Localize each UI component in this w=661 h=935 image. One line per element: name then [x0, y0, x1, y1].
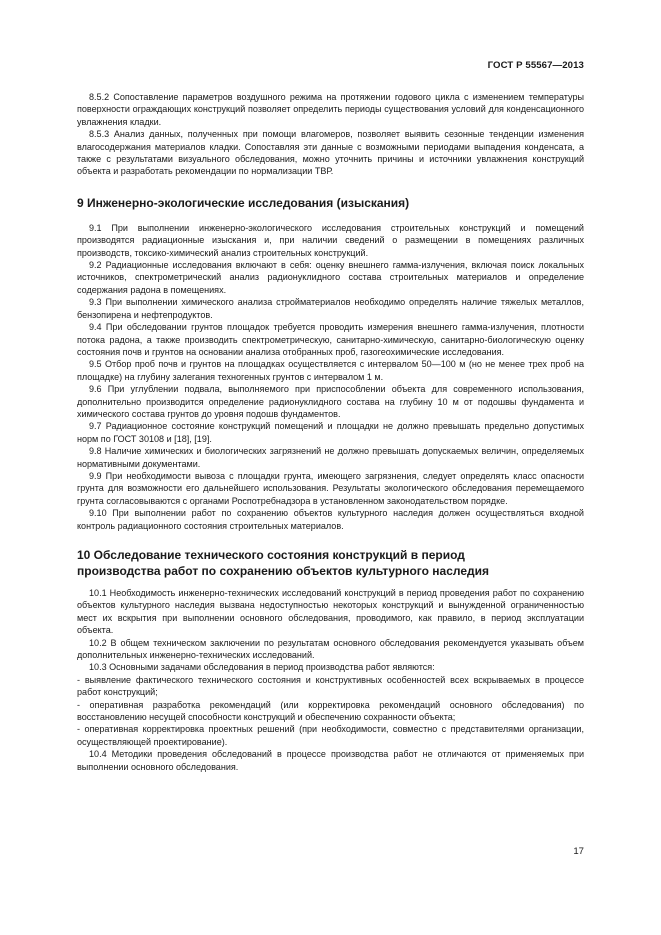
section-10-heading-line-1: 10 Обследование технического состояния конструкций в период [77, 548, 465, 562]
paragraph-9-10: 9.10 При выполнении работ по сохранению объектов культурного наследия должен осуществляться входной контроль радиационного состояния строительных материалов. [77, 508, 584, 531]
paragraph-9-6: 9.6 При углублении подвала, выполняемого при приспособлении объекта для современного использования, дополнительно производится определение радионуклидного состава на глубину 10 м от подошвы фундамента и химического состава грунтов до уровня подошв фундаментов. [77, 384, 584, 419]
section-10-heading-line-2: производства работ по сохранению объектов культурного наследия [77, 564, 490, 578]
section-10-body [77, 587, 584, 773]
page-number: 17 [573, 846, 584, 857]
standard-identifier: ГОСТ Р 55567—2013 [487, 60, 584, 71]
paragraph-10-2: 10.2 В общем техническом заключении по результатам основного обследования рекомендуется указывать объем дополнительных инженерно-технических исследований. [77, 637, 584, 661]
paragraph-9-8: 9.8 Наличие химических и биологических загрязнений не должно превышать допускаемых величин, определяемых нормативными документами. [77, 446, 584, 469]
paragraph-10-4: 10.4 Методики проведения обследований в процессе производства работ не отличаются от применяемых при выполнении основного обследования. [77, 749, 584, 772]
section-8-continuation [77, 91, 584, 178]
list-item: - оперативная корректировка проектных решений (при необходимости, совместно с представителями организации, осуществляющей проектирование). [77, 724, 584, 747]
list-item: - оперативная разработка рекомендаций (или корректировка рекомендаций основного обследования) по восстановлению несущей способности конструкций и обеспечению сохранности объекта; [77, 699, 584, 723]
paragraph-8-5-3: 8.5.3 Анализ данных, полученных при помощи влагомеров, позволяет выявить сезонные тенденции изменения влагосодержания материалов кладки. Сопоставляя эти данные с возможными периодами выпадения конденсата, а также с результатами визуального обследования, можно уточнить причины и источники увлажнения конструкций объекта и разработать рекомендации по нормализации ТВР. [77, 129, 584, 177]
paragraph-9-4: 9.4 При обследовании грунтов площадок требуется проводить измерения внешнего гамма-излучения, плотности потока радона, а также производить спектрометрическую, санитарно-химическую, санитарно-биологическую оценку состояния почв и грунтов на основании анализа отобранных проб, газогеохимические исследования. [77, 322, 584, 357]
section-9-heading: 9 Инженерно-экологические исследования (изыскания) [77, 195, 410, 210]
paragraph-9-3: 9.3 При выполнении химического анализа стройматериалов необходимо определять наличие тяжелых металлов, бензопирена и нефтепродуктов. [77, 297, 584, 320]
paragraph-9-9: 9.9 При необходимости вывоза с площадки грунта, имеющего загрязнения, следует определять класс опасности грунта для возможности его дальнейшего использования. Результаты экологического обследования перемещаемого грунта согласовываются с органами Роспотребнадзора в установленном законодательством порядке. [77, 470, 584, 506]
section-9-body [77, 222, 584, 532]
paragraph-8-5-2: 8.5.2 Сопоставление параметров воздушного режима на протяжении годового цикла с изменением температуры поверхности ограждающих конструкций позволяет определить периоды существования условий для конденсационного увлажнения кладки. [77, 92, 584, 127]
page-content [77, 91, 584, 773]
paragraph-9-2: 9.2 Радиационные исследования включают в себя: оценку внешнего гамма-излучения, включая поиск локальных источников, спектрометрический анализ радионуклидного состава строительных материалов и определение содержания радона в помещениях. [77, 260, 584, 295]
paragraph-9-7: 9.7 Радиационное состояние конструкций помещений и площадки не должно превышать предельно допустимых норм по ГОСТ 30108 и [18], [19]. [77, 421, 584, 444]
list-item: - выявление фактического технического состояния и конструктивных особенностей всех вскрываемых в процессе работ конструкций; [77, 674, 584, 698]
paragraph-10-3: 10.3 Основными задачами обследования в период производства работ являются: [89, 662, 435, 673]
paragraph-9-5: 9.5 Отбор проб почв и грунтов на площадках осуществляется с интервалом 50—100 м (но не менее трех проб на площадке) на глубину залегания техногенных грунтов с интервалом 1 м. [77, 359, 584, 382]
paragraph-9-1: 9.1 При выполнении инженерно-экологического исследования строительных конструкций и помещений производятся радиационные изыскания и, при наличии сведений о размещении в помещениях различных производств, токсико-химический анализ строительных конструкций. [77, 222, 584, 258]
section-10-heading [77, 547, 584, 579]
paragraph-10-1: 10.1 Необходимость инженерно-технических исследований конструкций в период проведения работ по сохранению объектов культурного наследия вызвана недоступностью некоторых конструкций и вынужденной ограниченностью мест их вскрытия при выполнении основного обследования, проводимого, как правило, в период эксплуатации объекта. [77, 588, 584, 636]
